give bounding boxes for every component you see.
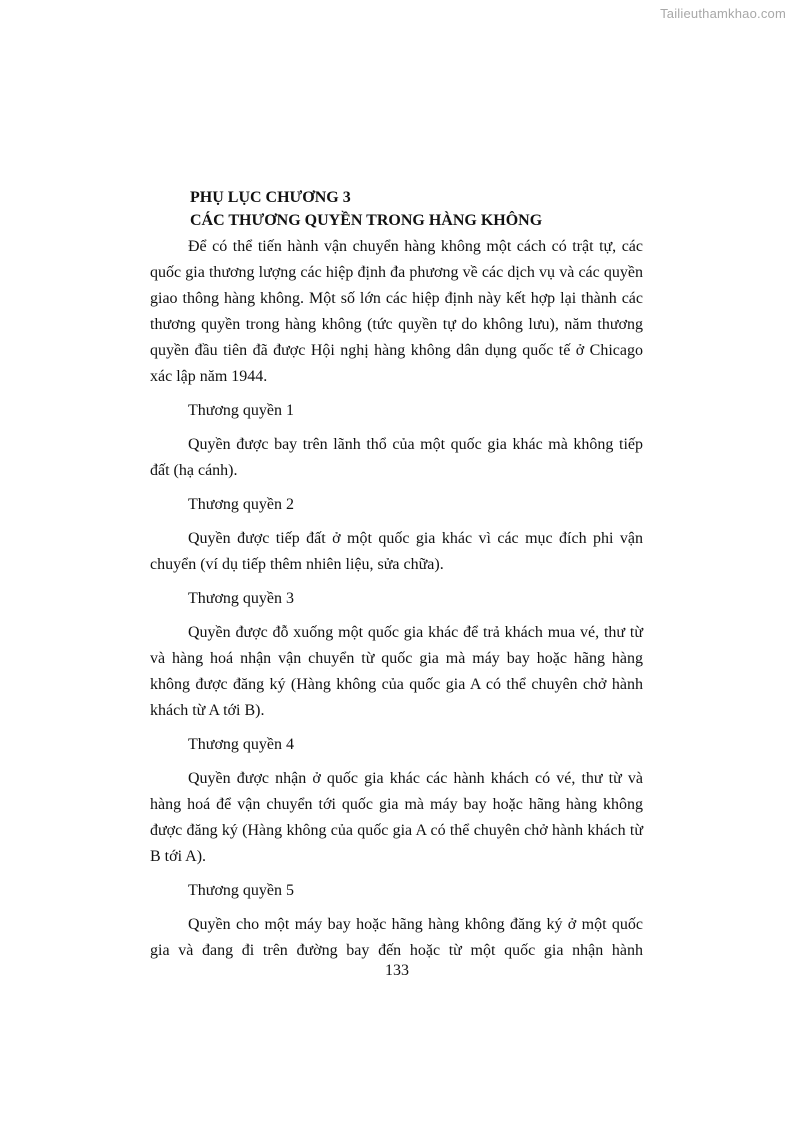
intro-paragraph: Để có thể tiến hành vận chuyển hàng không một cách có trật tự, các quốc gia thương lượng các hiệp định đa phương về các dịch vụ và các quyền giao thông hàng không. Một số lớn các hiệp định này kết hợp lại thành các thương quyền trong hàng không (tức quyền tự do không lưu), năm thương quyền đầu tiên đã được Hội nghị hàng không dân dụng quốc tế ở Chicago xác lập năm 1944.: [150, 238, 643, 385]
right-2-title: Thương quyền 2: [188, 496, 295, 513]
right-4-title: Thương quyền 4: [188, 736, 295, 753]
right-3-text: Quyền được đỗ xuống một quốc gia khác để trả khách mua vé, thư từ và hàng hoá nhận vận chuyển từ quốc gia mà máy bay hoặc hãng hàng không được đăng ký (Hàng không của quốc gia A có thể chuyên chở hành khách từ A tới B).: [150, 624, 643, 719]
right-2-text: Quyền được tiếp đất ở một quốc gia khác vì các mục đích phi vận chuyển (ví dụ tiếp thêm nhiên liệu, sửa chữa).: [150, 530, 643, 573]
right-1-text: Quyền được bay trên lãnh thổ của một quốc gia khác mà không tiếp đất (hạ cánh).: [150, 436, 643, 479]
right-4-text: Quyền được nhận ở quốc gia khác các hành khách có vé, thư từ và hàng hoá để vận chuyển tới quốc gia mà máy bay hoặc hãng hàng không được đăng ký (Hàng không của quốc gia A có thể chuyên chở hành khách từ B tới A).: [150, 770, 643, 865]
chapter-heading: [150, 186, 643, 232]
right-5-title: Thương quyền 5: [188, 882, 295, 899]
appendix-title: PHỤ LỤC CHƯƠNG 3: [190, 189, 351, 206]
section-title: CÁC THƯƠNG QUYỀN TRONG HÀNG KHÔNG: [190, 212, 543, 229]
right-5-text: Quyền cho một máy bay hoặc hãng hàng không đăng ký ở một quốc gia và đang đi trên đường bay đến hoặc từ một quốc gia nhận hành: [150, 916, 643, 959]
page-content: [150, 186, 643, 964]
page-number: 133: [385, 962, 409, 979]
watermark: Tailieuthamkhao.com: [660, 6, 786, 21]
right-1-title: Thương quyền 1: [188, 402, 295, 419]
right-3-title: Thương quyền 3: [188, 590, 295, 607]
